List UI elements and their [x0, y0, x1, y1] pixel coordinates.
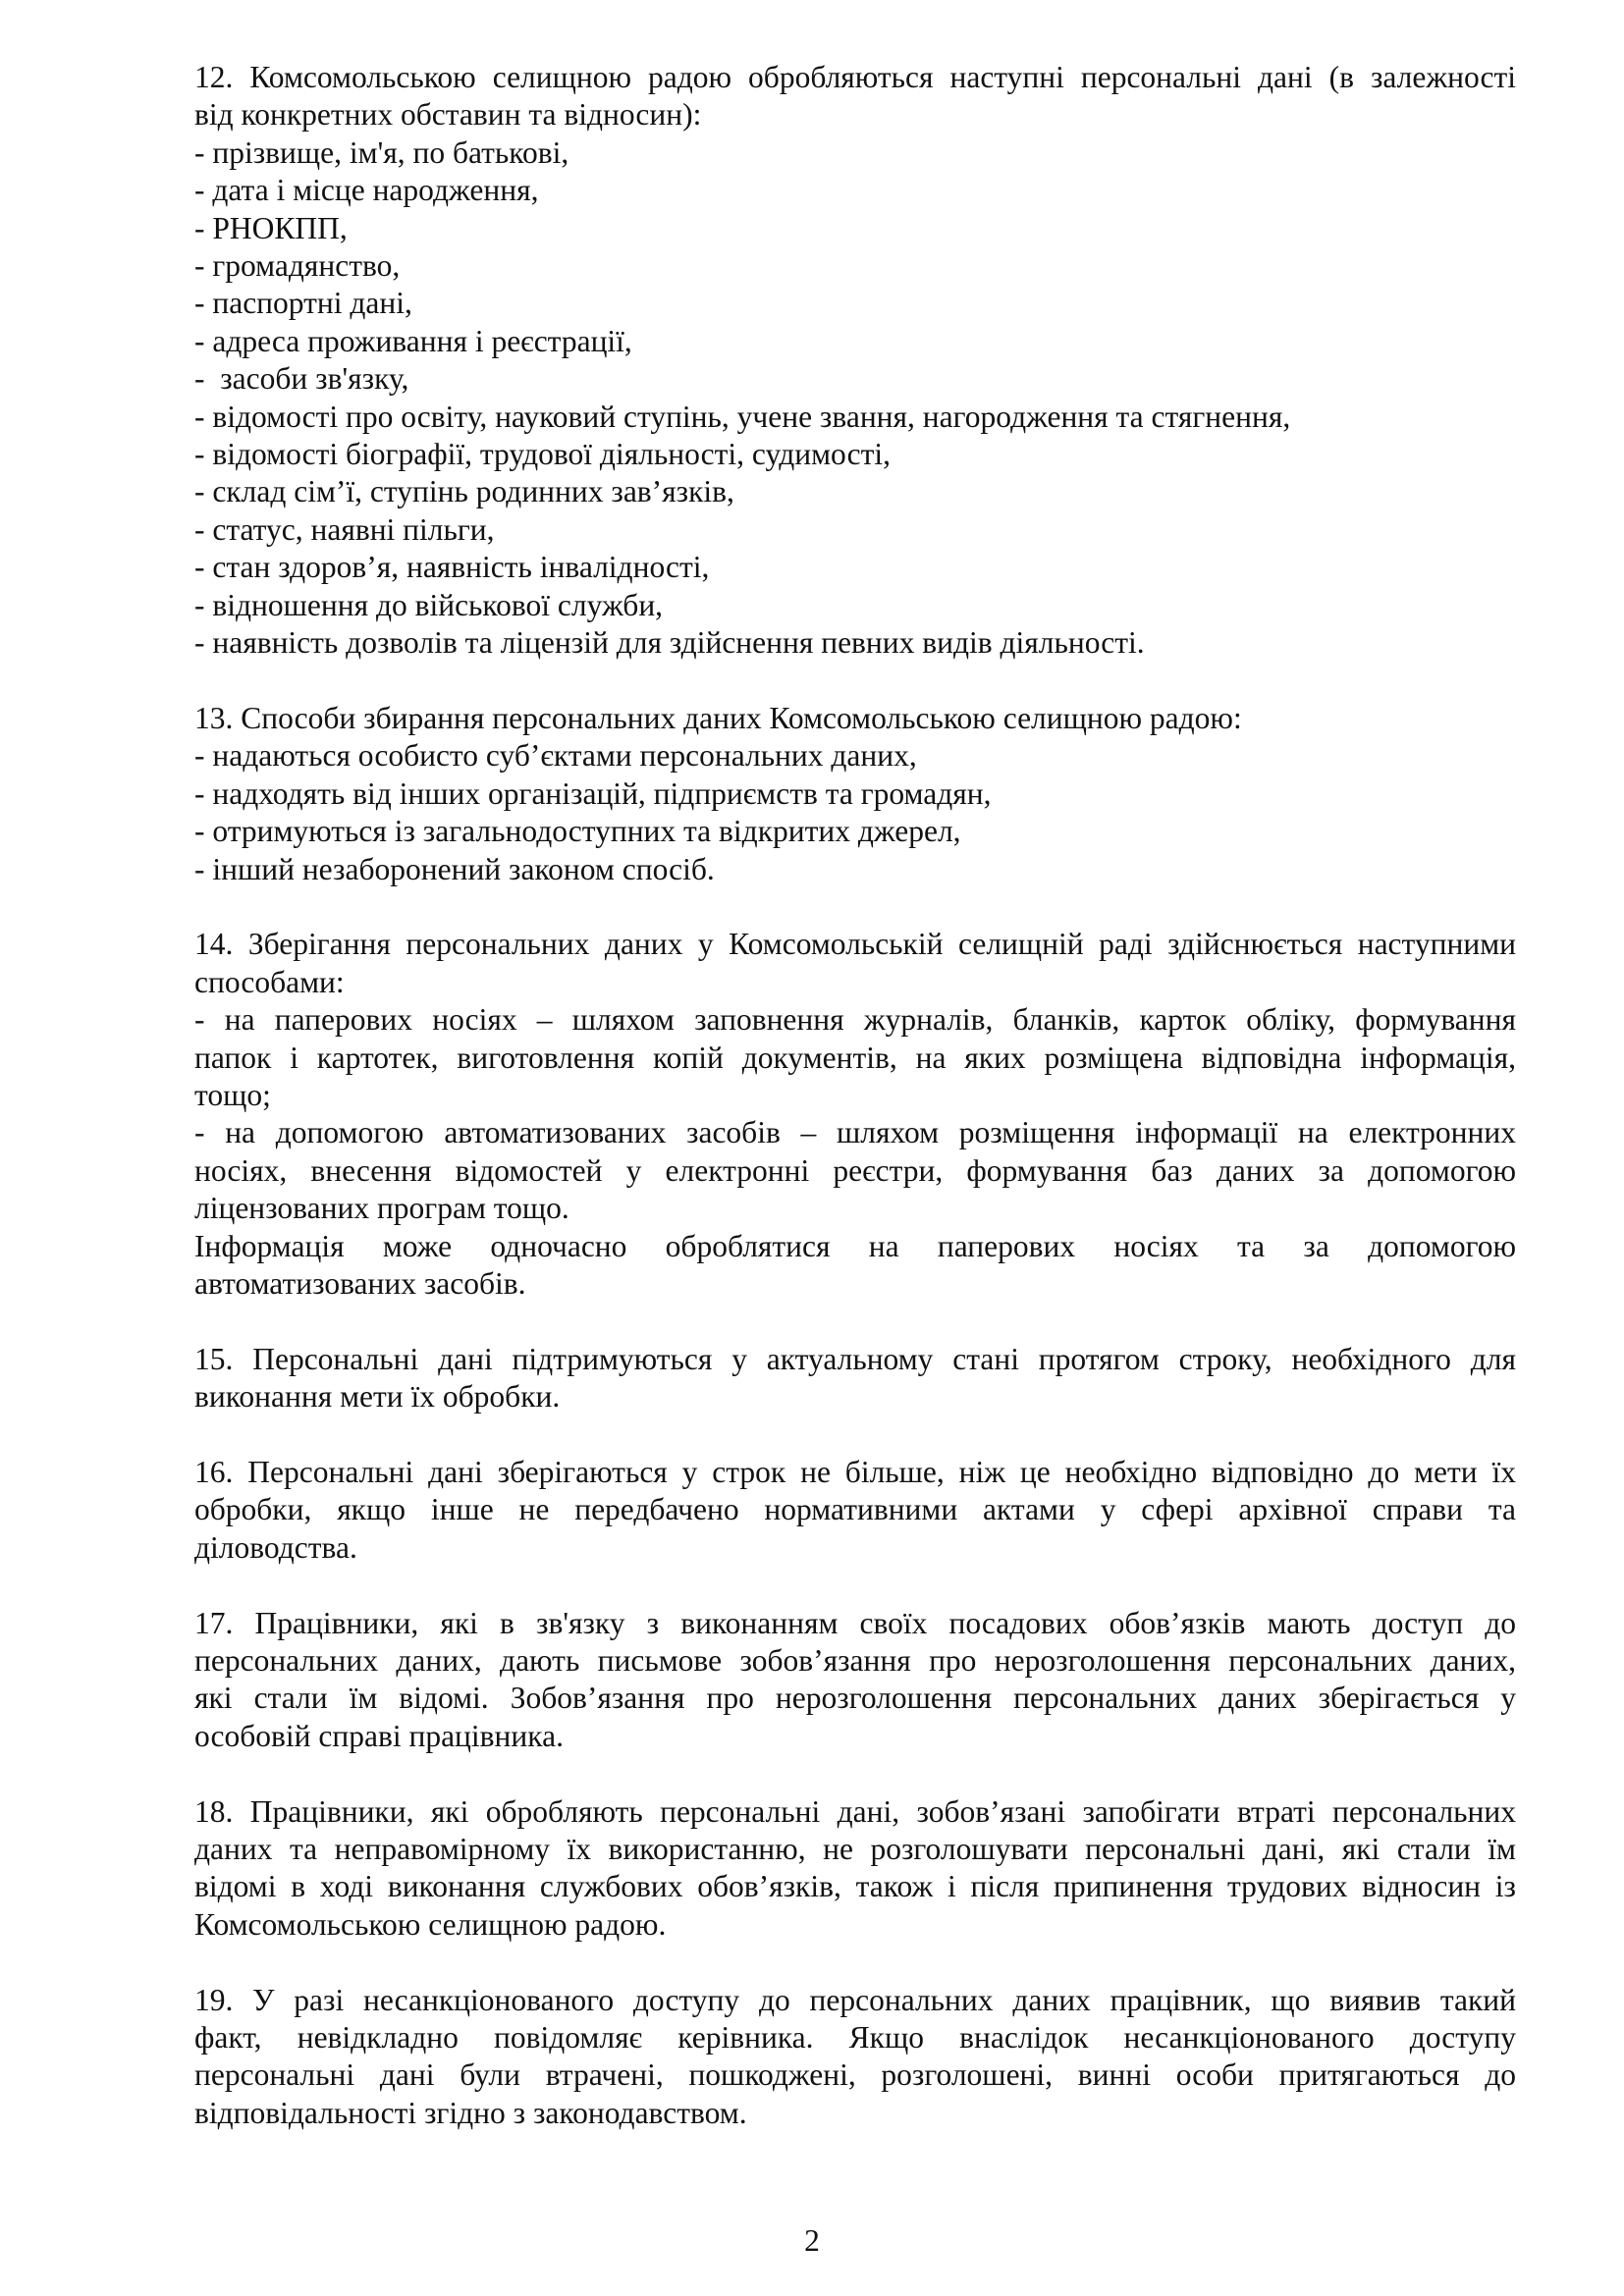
text-line: відповідальності згідно з законодавством. — [194, 2095, 747, 2130]
text-line: - надходять від інших організацій, підприємств та громадян, — [194, 775, 992, 811]
text-line: ліцензованих програм тощо. — [194, 1191, 569, 1226]
text-line: способами: — [194, 964, 345, 999]
text-line: відомі в ході виконання службових обов’язків, також і після припинення трудових відносин із — [194, 1869, 1516, 1904]
text-line: - надаються особисто суб’єктами персональних даних, — [194, 738, 917, 774]
paragraph-15 — [194, 1341, 1516, 1416]
text-line: 16. Персональні дані зберігаються у строк не більше, ніж це необхідно відповідно до мети їх — [194, 1454, 1516, 1489]
text-line: 12. Комсомольською селищною радою обробляються наступні персональні дані (в залежності — [194, 60, 1516, 94]
paragraph-19 — [194, 1982, 1516, 2133]
text-line: - відомості про освіту, науковий ступінь, учене звання, нагородження та стягнення, — [194, 399, 1291, 434]
text-line: 13. Способи збирання персональних даних Комсомольською селищною радою: — [194, 700, 1242, 735]
text-line: персональних даних, дають письмове зобов’язання про нерозголошення персональних даних, — [194, 1642, 1516, 1678]
text-line: - паспортні дані, — [194, 286, 412, 321]
text-line: - засоби зв'язку, — [194, 361, 409, 397]
paragraph-14 — [194, 926, 1516, 1303]
text-line: - стан здоров’я, наявність інвалідності, — [194, 550, 710, 585]
text-line: - дата і місце народження, — [194, 173, 539, 208]
text-line: - РНОКПП, — [194, 210, 348, 245]
text-line: - отримуються із загальнодоступних та відкритих джерел, — [194, 814, 961, 849]
paragraph-12 — [194, 59, 1516, 663]
text-line: носіях, внесення відомостей у електронні реєстри, формування баз даних за допомогою — [194, 1152, 1516, 1188]
paragraph-13 — [194, 700, 1516, 888]
text-line: які стали їм відомі. Зобов’язання про нерозголошення персональних даних зберігається у — [194, 1681, 1516, 1716]
text-line: - на допомогою автоматизованих засобів – шляхом розміщення інформації на електронних — [194, 1115, 1516, 1150]
text-line: Комсомольською селищною радою. — [194, 1906, 667, 1942]
text-line: автоматизованих засобів. — [194, 1265, 526, 1301]
text-line: - відношення до військової служби, — [194, 587, 664, 622]
text-line: особовій справі працівника. — [194, 1718, 564, 1753]
text-line: факт, невідкладно повідомляє керівника. Якщо внаслідок несанкціонованого доступу — [194, 2020, 1516, 2056]
text-line: 14. Зберігання персональних даних у Комсомольській селищній раді здійснюється наступними — [194, 927, 1516, 962]
text-line: 17. Працівники, які в зв'язку з виконанням своїх посадових обов’язків мають доступ до — [194, 1605, 1516, 1640]
text-line: - прізвище, ім'я, по батькові, — [194, 134, 569, 170]
text-line: персональні дані були втрачені, пошкоджені, розголошені, винні особи притягаються до — [194, 2057, 1516, 2093]
text-line: від конкретних обставин та відносин): — [194, 97, 702, 133]
document-body — [194, 59, 1516, 2132]
text-line: обробки, якщо інше не передбачено нормативними актами у сфері архівної справи та — [194, 1492, 1516, 1527]
document-page — [194, 59, 1516, 2170]
text-line: - адреса проживання і реєстрації, — [194, 323, 632, 358]
text-line: - статус, наявні пільги, — [194, 511, 495, 547]
paragraph-18 — [194, 1793, 1516, 1945]
text-line: 18. Працівники, які обробляють персональні дані, зобов’язані запобігати втраті персональних — [194, 1793, 1516, 1829]
text-line: - відомості біографії, трудової діяльності, судимості, — [194, 437, 891, 472]
text-line: 19. У разі несанкціонованого доступу до персональних даних працівник, що виявив такий — [194, 1982, 1516, 2017]
text-line: - громадянство, — [194, 248, 401, 284]
text-line: виконання мети їх обробки. — [194, 1379, 561, 1415]
page-number: 2 — [804, 2223, 820, 2258]
text-line: 15. Персональні дані підтримуються у актуальному стані протягом строку, необхідного для — [194, 1341, 1516, 1376]
text-line: тощо; — [194, 1077, 271, 1112]
text-line: Інформація може одночасно оброблятися на паперових носіях та за допомогою — [194, 1228, 1516, 1263]
paragraph-17 — [194, 1605, 1516, 1756]
text-line: діловодства. — [194, 1529, 357, 1565]
text-line: - склад сім’ї, ступінь родинних зав’язків, — [194, 474, 734, 509]
text-line: - наявність дозволів та ліцензій для здійснення певних видів діяльності. — [194, 625, 1145, 661]
text-line: даних та неправомірному їх використанню, не розголошувати персональні дані, які стали їм — [194, 1832, 1516, 1866]
paragraph-16 — [194, 1454, 1516, 1567]
text-line: - інший незаборонений законом спосіб. — [194, 851, 715, 886]
text-line: - на паперових носіях – шляхом заповнення журналів, бланків, карток обліку, формування — [194, 1002, 1516, 1038]
text-line: папок і картотек, виготовлення копій документів, на яких розміщена відповідна інформація, — [194, 1040, 1516, 1075]
